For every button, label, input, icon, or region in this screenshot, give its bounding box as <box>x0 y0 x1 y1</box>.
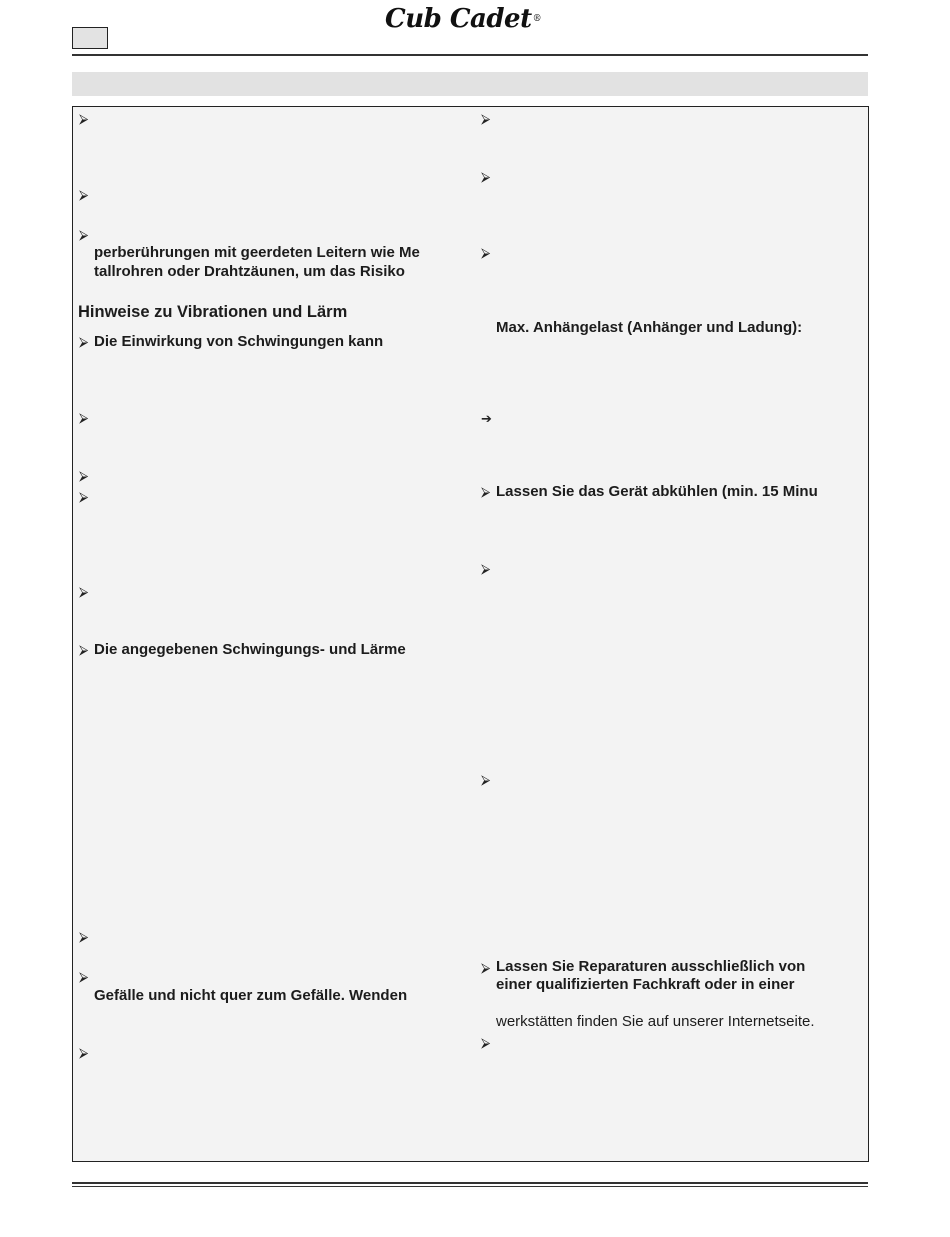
bullet-marker: ⮚ <box>481 245 491 260</box>
grounded-conductors-line-1: perberührungen mit geerdeten Leitern wie Me <box>94 244 420 261</box>
bullet-marker: ⮚ <box>79 227 89 242</box>
bullet-marker: ⮚ <box>79 642 89 657</box>
repair-item-line-1: Lassen Sie Reparaturen ausschließlich von <box>496 958 806 975</box>
bullet-marker: ⮚ <box>79 969 89 984</box>
bullet-marker: ⮚ <box>481 484 491 499</box>
bullet-marker: ⮚ <box>79 1045 89 1060</box>
bullet-marker: ⮚ <box>79 468 89 483</box>
bullet-marker: ⮚ <box>481 111 491 126</box>
bullet-marker: ⮚ <box>79 111 89 126</box>
bullet-marker: ⮚ <box>481 1035 491 1050</box>
grounded-conductors-line-2: tallrohren oder Drahtzäunen, um das Risiko <box>94 263 405 280</box>
page-number-box <box>72 27 108 49</box>
bullet-marker: ⮚ <box>79 584 89 599</box>
section-title-band <box>72 72 868 96</box>
repair-item-line-2: einer qualifizierten Fachkraft oder in einer <box>496 976 795 993</box>
bullet-marker: ⮚ <box>481 561 491 576</box>
declared-values-item: Die angegebenen Schwingungs- und Lärme <box>94 641 406 658</box>
brand-logo: Cub Cadet® <box>385 4 542 34</box>
workshops-website-line: werkstätten finden Sie auf unserer Internetseite. <box>496 1013 815 1030</box>
bullet-marker: ⮚ <box>79 489 89 504</box>
header-rule <box>72 54 868 56</box>
bullet-marker: ⮚ <box>481 169 491 184</box>
bullet-marker: ⮚ <box>79 410 89 425</box>
vibration-noise-heading: Hinweise zu Vibrationen und Lärm <box>78 303 348 321</box>
max-trailer-load: Max. Anhängelast (Anhänger und Ladung): <box>496 319 803 336</box>
cool-down-item: Lassen Sie das Gerät abkühlen (min. 15 Minu <box>496 483 818 500</box>
arrow-marker: ➔ <box>481 411 492 426</box>
footer-rule-bottom <box>72 1186 868 1187</box>
vibration-exposure-item: Die Einwirkung von Schwingungen kann <box>94 333 384 350</box>
bullet-marker: ⮚ <box>481 772 491 787</box>
slope-instruction-line: Gefälle und nicht quer zum Gefälle. Wenden <box>94 987 408 1004</box>
footer-rule-top <box>72 1182 868 1184</box>
bullet-marker: ⮚ <box>79 187 89 202</box>
bullet-marker: ⮚ <box>79 334 89 349</box>
bullet-marker: ⮚ <box>79 929 89 944</box>
bullet-marker: ⮚ <box>481 960 491 975</box>
